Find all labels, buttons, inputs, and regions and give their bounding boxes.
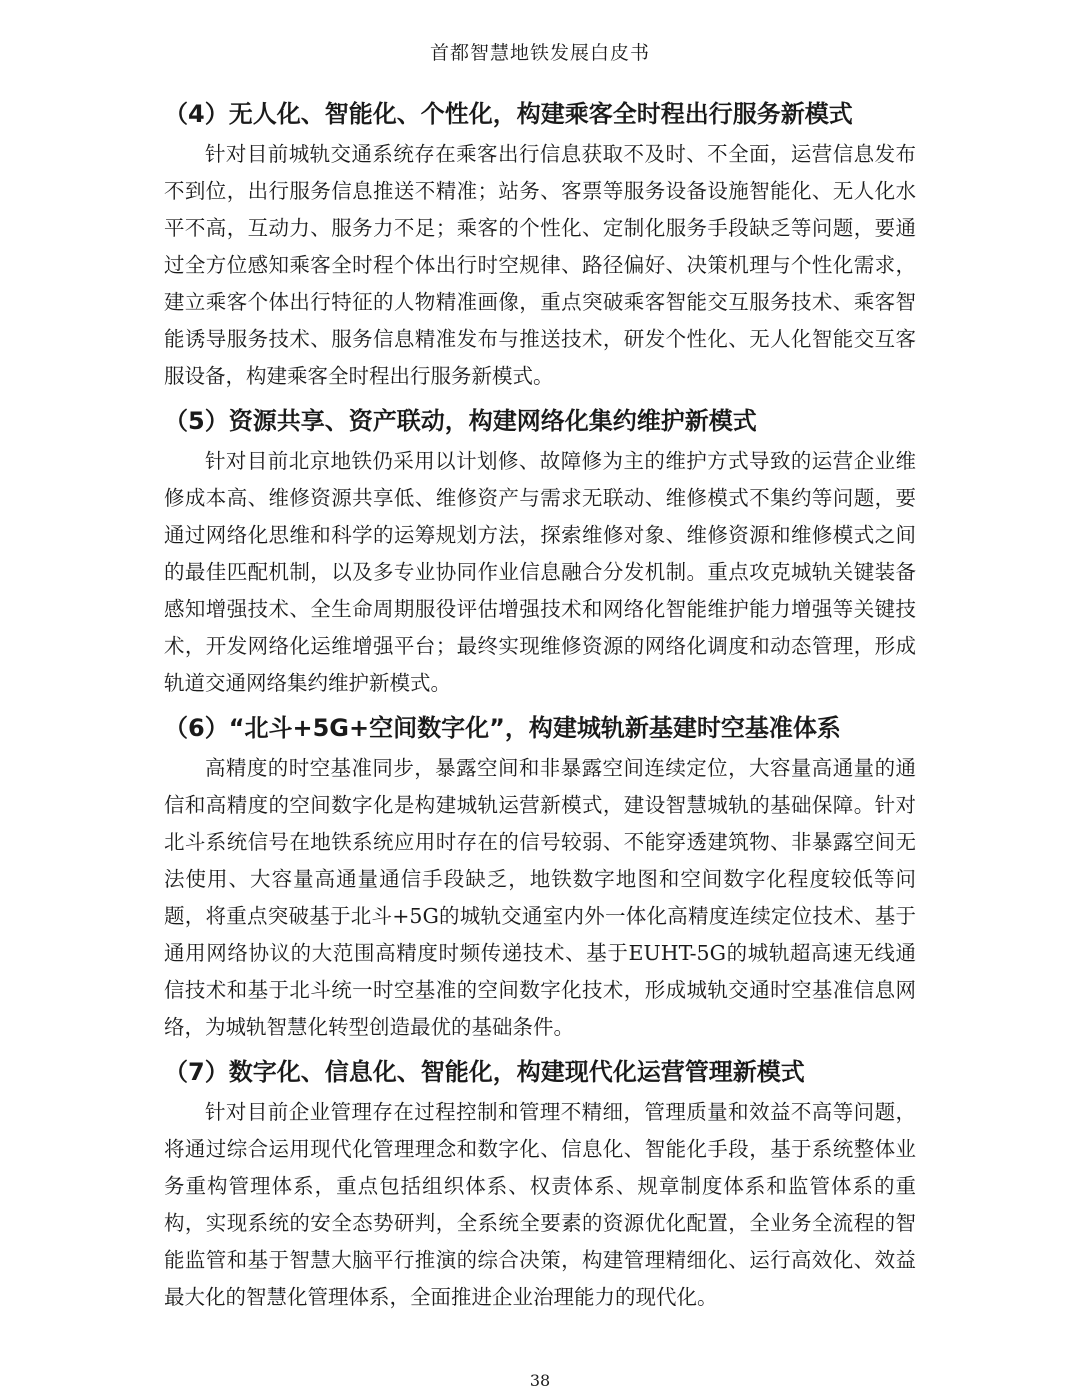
section-heading: （7）数字化、信息化、智能化，构建现代化运营管理新模式 [164, 1058, 805, 1086]
section-paragraph: 针对目前北京地铁仍采用以计划修、故障修为主的维护方式导致的运营企业维修成本高、维修资源共享低、维修资产与需求无联动、维修模式不集约等问题，要通过网络化思维和科学的运筹规划方法，探索维修对象、维修资源和维修模式之间的最佳匹配机制，以及多专业协同作业信息融合分发机制。重点攻克城轨关键装备感知增强技术、全生命周期服役评估增强技术和网络化智能维护能力增强等关键技术，开发网络化运维增强平台；最终实现维修资源的网络化调度和动态管理，形成轨道交通网络集约维护新模式。 [164, 449, 916, 695]
page-header-title: 首都智慧地铁发展白皮书 [429, 42, 650, 64]
section-heading: （5）资源共享、资产联动，构建网络化集约维护新模式 [164, 407, 757, 435]
document-body [164, 92, 916, 1320]
section-paragraph: 针对目前企业管理存在过程控制和管理不精细，管理质量和效益不高等问题，将通过综合运用现代化管理理念和数字化、信息化、智能化手段，基于系统整体业务重构管理体系，重点包括组织体系、权责体系、规章制度体系和监管体系的重构，实现系统的安全态势研判，全系统全要素的资源优化配置，全业务全流程的智能监管和基于智慧大脑平行推演的综合决策，构建管理精细化、运行高效化、效益最大化的智慧化管理体系，全面推进企业治理能力的现代化。 [164, 1100, 916, 1309]
section-5 [164, 399, 916, 702]
section-7 [164, 1050, 916, 1316]
section-heading: （6）“北斗+5G+空间数字化”，构建城轨新基建时空基准体系 [164, 714, 841, 742]
section-paragraph: 高精度的时空基准同步，暴露空间和非暴露空间连续定位，大容量高通量的通信和高精度的空间数字化是构建城轨运营新模式，建设智慧城轨的基础保障。针对北斗系统信号在地铁系统应用时存在的信号较弱、不能穿透建筑物、非暴露空间无法使用、大容量高通量通信手段缺乏，地铁数字地图和空间数字化程度较低等问题，将重点突破基于北斗+5G的城轨交通室内外一体化高精度连续定位技术、基于通用网络协议的大范围高精度时频传递技术、基于EUHT-5G的城轨超高速无线通信技术和基于北斗统一时空基准的空间数字化技术，形成城轨交通时空基准信息网络，为城轨智慧化转型创造最优的基础条件。 [164, 756, 916, 1039]
section-4 [164, 92, 916, 395]
section-heading: （4）无人化、智能化、个性化，构建乘客全时程出行服务新模式 [164, 100, 853, 128]
section-6 [164, 706, 916, 1046]
section-paragraph: 针对目前城轨交通系统存在乘客出行信息获取不及时、不全面，运营信息发布不到位，出行服务信息推送不精准；站务、客票等服务设备设施智能化、无人化水平不高，互动力、服务力不足；乘客的个性化、定制化服务手段缺乏等问题，要通过全方位感知乘客全时程个体出行时空规律、路径偏好、决策机理与个性化需求，建立乘客个体出行特征的人物精准画像，重点突破乘客智能交互服务技术、乘客智能诱导服务技术、服务信息精准发布与推送技术，研发个性化、无人化智能交互客服设备，构建乘客全时程出行服务新模式。 [164, 142, 916, 388]
page-number: 38 [529, 1371, 551, 1390]
